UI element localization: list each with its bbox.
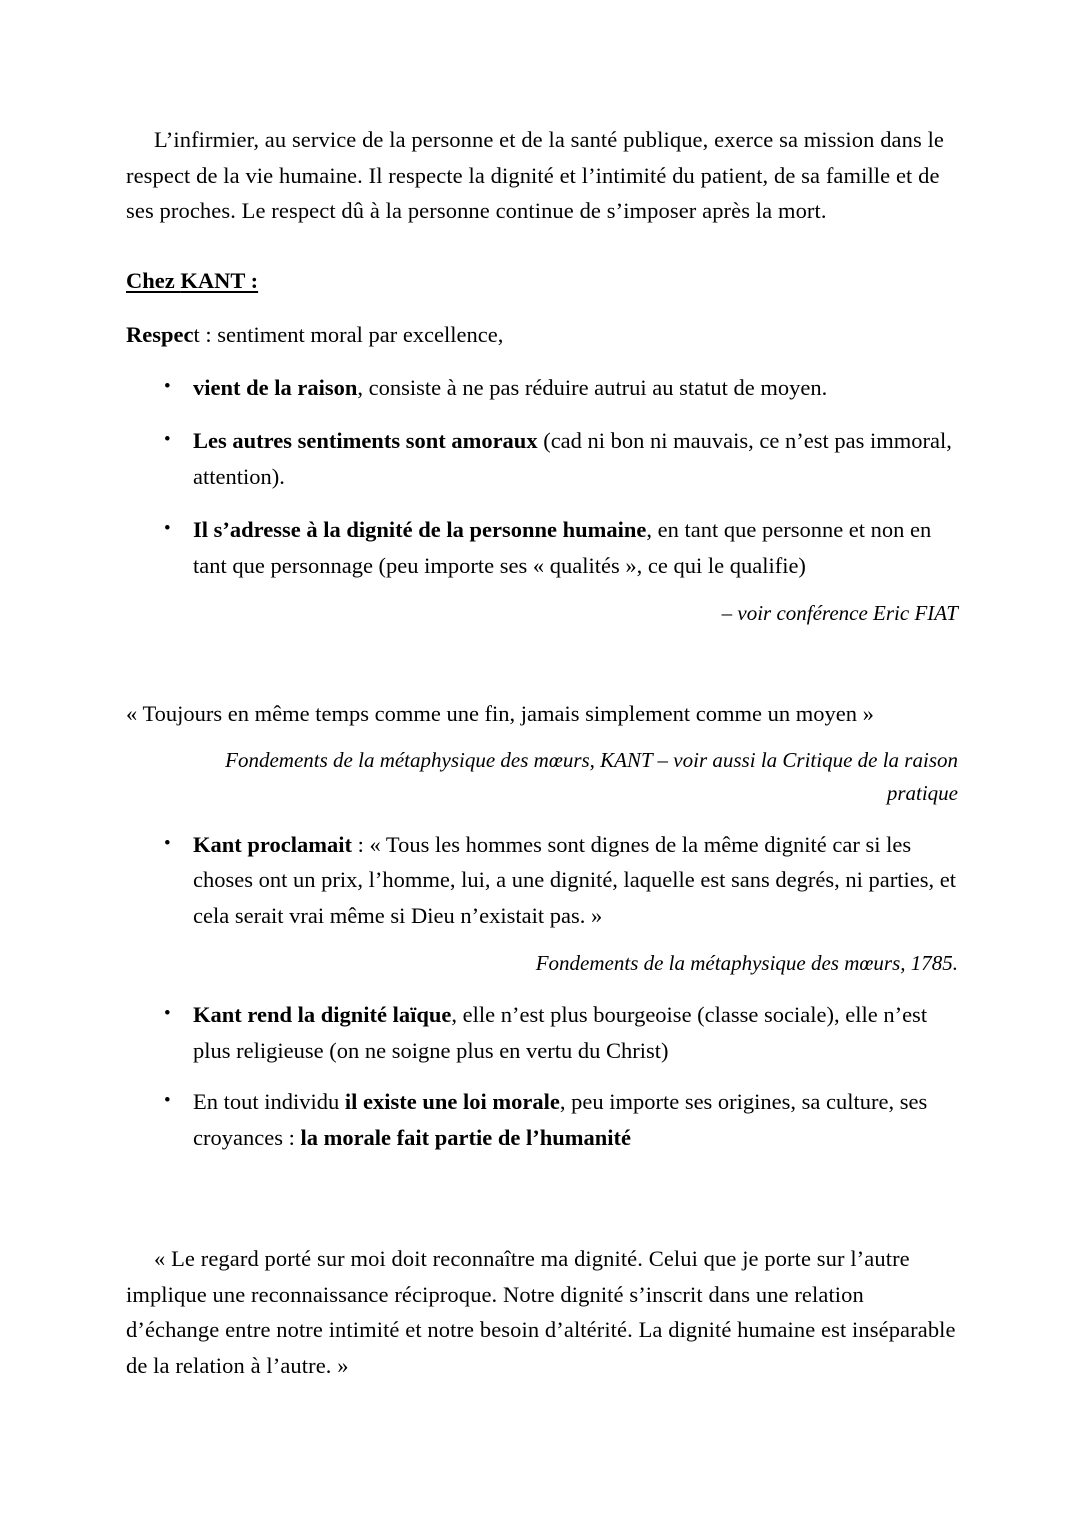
citation-fondements-moeurs: Fondements de la métaphysique des mœurs, KANT – voir aussi la Critique de la raison pratique xyxy=(225,747,958,805)
bullet-list-group-3 xyxy=(126,997,958,1155)
list-item xyxy=(126,370,958,406)
bullet-bold-lead: Les autres sentiments sont amoraux xyxy=(193,428,538,453)
respect-label-tail: t xyxy=(193,322,200,347)
list-item xyxy=(126,512,958,583)
intro-paragraph: L’infirmier, au service de la personne et de la santé publique, exerce sa mission dans le respect de la vie humaine. Il respecte la dignité et l’intimité du patient, de sa famille et de ses proches. Le respect dû à la personne continue de s’imposer après la mort. xyxy=(126,127,945,223)
citation-fondements-1785: Fondements de la métaphysique des mœurs, 1785. xyxy=(535,951,958,975)
vertical-spacer xyxy=(126,630,958,696)
bullet-middle: , peu importe ses origines, sa culture, ses croyances : xyxy=(193,1089,928,1150)
list-item xyxy=(126,423,958,494)
section-heading-part-chez: Chez xyxy=(126,267,181,293)
bullet-list-group-1 xyxy=(126,370,958,584)
bullet-text: , elle n’est plus bourgeoise (classe sociale), elle n’est plus religieuse (on ne soigne plus en vertu du Christ) xyxy=(193,1002,928,1063)
bullet-bold-lead: Il s’adresse à la dignité de la personne humaine xyxy=(193,517,647,542)
section-heading-chez-kant xyxy=(126,263,258,299)
bullet-bold-lead: Kant rend la dignité laïque xyxy=(193,1002,452,1027)
respect-lead-line xyxy=(126,317,958,353)
bullet-text: , consiste à ne pas réduire autrui au statut de moyen. xyxy=(357,374,828,400)
bullet-bold-humanite: la morale fait partie de l’humanité xyxy=(300,1124,632,1150)
bullet-text: (cad ni bon ni mauvais, ce n’est pas immoral, attention). xyxy=(193,428,952,489)
respect-label-bold: Respec xyxy=(126,322,194,347)
bullet-text: : « Tous les hommes sont dignes de la même dignité car si les choses ont un prix, l’homme, lui, a une dignité, laquelle est sans degrés, ni parties, et cela serait vrai même si Dieu n’existait pas. » xyxy=(193,831,956,928)
section-heading-part-kant: KANT : xyxy=(180,267,259,293)
respect-lead-rest: : sentiment moral par excellence, xyxy=(199,322,504,347)
main-quote-kant: « Toujours en même temps comme une fin, jamais simplement comme un moyen » xyxy=(126,701,874,726)
bullet-bold-lead: vient de la raison xyxy=(193,374,358,400)
section-heading-wrapper xyxy=(126,263,958,299)
bullet-list-group-2 xyxy=(126,827,958,934)
list-item-loi-morale xyxy=(126,1084,958,1155)
bullet-bold-loi-morale: il existe une loi morale xyxy=(344,1089,560,1114)
attribution-eric-fiat: – voir conférence Eric FIAT xyxy=(721,601,958,625)
bullet-text: , en tant que personne et non en tant que personnage (peu importe ses « qualités », ce qui le qualifie) xyxy=(193,517,932,578)
list-item xyxy=(126,827,958,934)
vertical-spacer xyxy=(126,1171,958,1241)
document-body xyxy=(126,122,958,1383)
list-item xyxy=(126,997,958,1068)
final-paragraph: « Le regard porté sur moi doit reconnaître ma dignité. Celui que je porte sur l’autre implique une reconnaissance réciproque. Notre dignité s’inscrit dans une relation d’échange entre notre intimité et notre besoin d’altérité. La dignité humaine est inséparable de la relation à l’autre. » xyxy=(126,1246,956,1378)
bullet-prefix: En tout individu xyxy=(193,1089,345,1114)
bullet-bold-lead: Kant proclamait xyxy=(193,831,352,857)
